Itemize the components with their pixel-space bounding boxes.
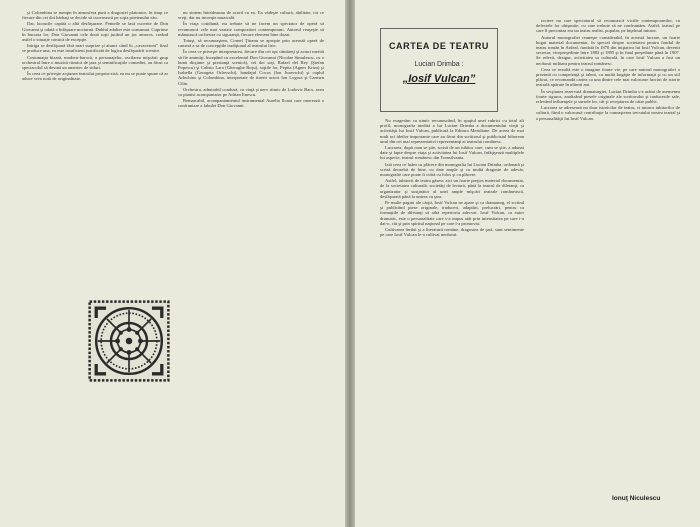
right-column-a bbox=[380, 118, 524, 490]
paragraph: şi Colombina se menţin în atmosfera pură a dragostei platonice, în timp ce fiecare din cei doi bărbaţi se decide să cucerească pe soţia prietenului său. bbox=[22, 10, 168, 21]
left-page bbox=[0, 0, 345, 527]
paragraph: Costumaţia bizară, modern-barocă, a personajelor, oscilarea mişcării grup orchestral între o muzică ritmică de jazz şi semnificaţiile comediei, au făcut ca spectacolul să devină un amestec de stiluri. bbox=[22, 54, 168, 71]
paragraph: Intriga se desfăşoară fără mari surprize şi atunci când în „cavaceroni” final se produce una, ea este insuficient justificată de logica desfăşurării scenice. bbox=[22, 43, 168, 54]
article-author: Lucian Drimba : bbox=[414, 61, 464, 68]
paragraph: Orchestra, admirabil condusă, cu viaţă şi nerv ritmic de Ludovic Bacs, avea ca pianist acompaniator pe Adrian Enescu. bbox=[178, 86, 324, 98]
paragraph: Lucrarea se adresează nu doar istoricilor de teatru, ci tuturor iubitorilor de cultură, fiind o valoroasă contribuţie la cunoaşterea trecutului nostru teatral şi a personalităţii lui Iosif Vulcan. bbox=[536, 105, 680, 121]
paragraph: Totuşi, să recunoaştem, Cornel Ţăranu se apropie prin această operă de cameră a sa de concepţiile tradiţional al teatrului liric. bbox=[178, 38, 324, 49]
book-gutter bbox=[345, 0, 355, 527]
paragraph: nu sintem întotdeauna de acord cu ea. Ea vădeşte cultură, abilitate, tot ce vreţi, dar nu invenţie muzicală. bbox=[178, 10, 324, 21]
paragraph: Ceea ce rezultă este o imagine foarte vie, pe care autorul monografiei o prezintă cu competenţă şi talent, cu multă bogăţie de informaţii şi cu un stil plăcut, ce recomandă cartea ca una dintre cele mai valoroase lucrări de istorie teatrală apărute în ultimii ani. bbox=[536, 66, 680, 88]
author-signature: Ionuţ Niculescu bbox=[612, 495, 661, 502]
article-subject: „Iosif Vulcan” bbox=[402, 73, 476, 85]
paragraph: În ceea ce priveşte interpretarea, fiecare din cei opt cântăreţi şi actori merită să fie amintiţi, începând cu excelentul Don Giovanni (Nicolae Simulescu, cu o bună dicţiune şi prestanţă scenică), cei doi soţi, Rafael del Rey (Ştefan Popescu) şi Calisto Lara (Gheorghe Roşu), soţiile lor, Pepita (Agnes Kriza) şi Isabella (Georgeta Orlovschi), bandajul Cocos (Ion Juravschi) şi cuplul Arlechino şi Colombina, interpretate de tinerii actori Ion Logora şi Carmen Cilin. bbox=[178, 49, 324, 86]
paragraph: Iată ceea ce luăm cu plăcere din monografia lui Lucian Drimba, ordonată şi scrisă deosebit de bine, cu date ample şi cu multă dragoste de adevăr, monografie care poate fi citită cu folos şi cu plăcere. bbox=[380, 161, 524, 178]
paragraph: Cultivarea limbii şi a literaturii române, dragostea de ţară, sunt sentimente pe care Iosif Vulcan le-a cultivat neobosit. bbox=[380, 227, 524, 238]
paragraph: Pe multe pagini ale cărţii, Iosif Vulcan ne apare şi ca dramaturg, el scriind şi publicând piese originale, traduceri, adaptări, prelucrări, pentru ca formaţiile de diletanţi să aibă repertoriu adecvat. Iosif Vulcan, ca autor dramatic, este o personalitate care s-a impus atât prin intensitatea pe care i-a dat-o, cât şi prin spiritul naţional pe care l-a promovat. bbox=[380, 200, 524, 226]
right-column-b bbox=[536, 18, 680, 488]
paragraph: Autorul monografiei reuneşte considerabil, în această lucrare, un foarte bogat material documentar, în special despre societatea pentru fondul de teatru român în Ardeal, fundată în 1870 din iniţiativa lui Iosif Vulcan, devenit secretar, vicepreşedinte între 1882 şi 1895 şi în final preşedinte până în 1907. Se relevă, desigur, activitatea sa culturală, în care Iosif Vulcan a fost un neobosit militant pentru teatrul românesc. bbox=[536, 34, 680, 66]
section-title: CARTEA DE TEATRU bbox=[388, 41, 490, 51]
article-header bbox=[380, 28, 498, 112]
paragraph: ractere nu care spectatorul să recunoască viciile contemporanilor, cu defectele lor obişnuite, cu care trebuie să ne confruntăm. Astfel, teatrul pe care îl preconiza era un teatru realist, popular, pe înţelesul tuturor. bbox=[536, 18, 680, 34]
paragraph: În viaţa cotidiană, nu trebuie să ne facem un spectator de operă să recunoască cele mai variate compozitori contemporani. Autorul reuşeşte să mânuiască orchestra cu siguranţă, fiecare element bine dozat. bbox=[178, 21, 324, 37]
paragraph: Lucrarea, după cum se ştie, scrisă de un iubitor care, cum se ştie, a adunat date şi fapte despre viaţa şi activitatea lui Iosif Vulcan, înfăţişează multiplele lui aspecte, teatrul românesc din Transilvania. bbox=[380, 145, 524, 161]
paragraph: Remarcabil, acompaniamentul instrumental Aurelia Ilcani care onorează o confruntare a fabulei Don Giovanni. bbox=[178, 98, 324, 109]
paragraph: Dar, lucrurile capătă o altă desfăşurare. Femeile se lasă cucerite de Don Giovanni şi odată o înfăşuare nocturnă. Dublul adulter este consumat. Cuprinse în bucuria lor, Don Giovanni cele două soţii jucând un joc amoros, creând astfel o situaţie comică de excepţie. bbox=[22, 21, 168, 43]
paragraph: În ceea ce priveşte acţiunea teatrului propriu-zisă, ea nu se poate spune că ar aduce vreo notă de originalitate. bbox=[22, 71, 168, 82]
paragraph: Astfel, iubitorii de teatru găsesc aici un foarte preţios material documentar, de la societatea culturală, societăţi de lectură, până la teatrul de diletanţi, ca organizator şi susţinător al unei ample mişcări teatrale românească, desfăşurată până la unirea cu ţara. bbox=[380, 178, 524, 199]
rosette-ornament-image bbox=[88, 300, 170, 382]
paragraph: Nu exagerăm cu nimic recunoscând, în spaţiul unei rubrici cu totul alt profil, monografia inedită a lui Lucian Drimba a documentului vieţii şi activităţii lui Iosif Vulcan, publicată la Editura Meridiane. De aceea de mai mult ori ideilor importante care au făcut din scriitorul şi publicistul bihorean unul din cei mai reprezentativi reprezentanţi ai teatrului românesc. bbox=[380, 118, 524, 144]
paragraph: În secţiunea rezervată dramaturgiei, Lucian Drimba s-a arătat de asemenea foarte riguros, analizând piesele originale ale scriitorului şi traducerile sale, relevând influenţele şi sursele lor, cât şi receptarea de către public. bbox=[536, 88, 680, 105]
left-column-b bbox=[178, 10, 324, 272]
left-column-a bbox=[22, 10, 168, 272]
